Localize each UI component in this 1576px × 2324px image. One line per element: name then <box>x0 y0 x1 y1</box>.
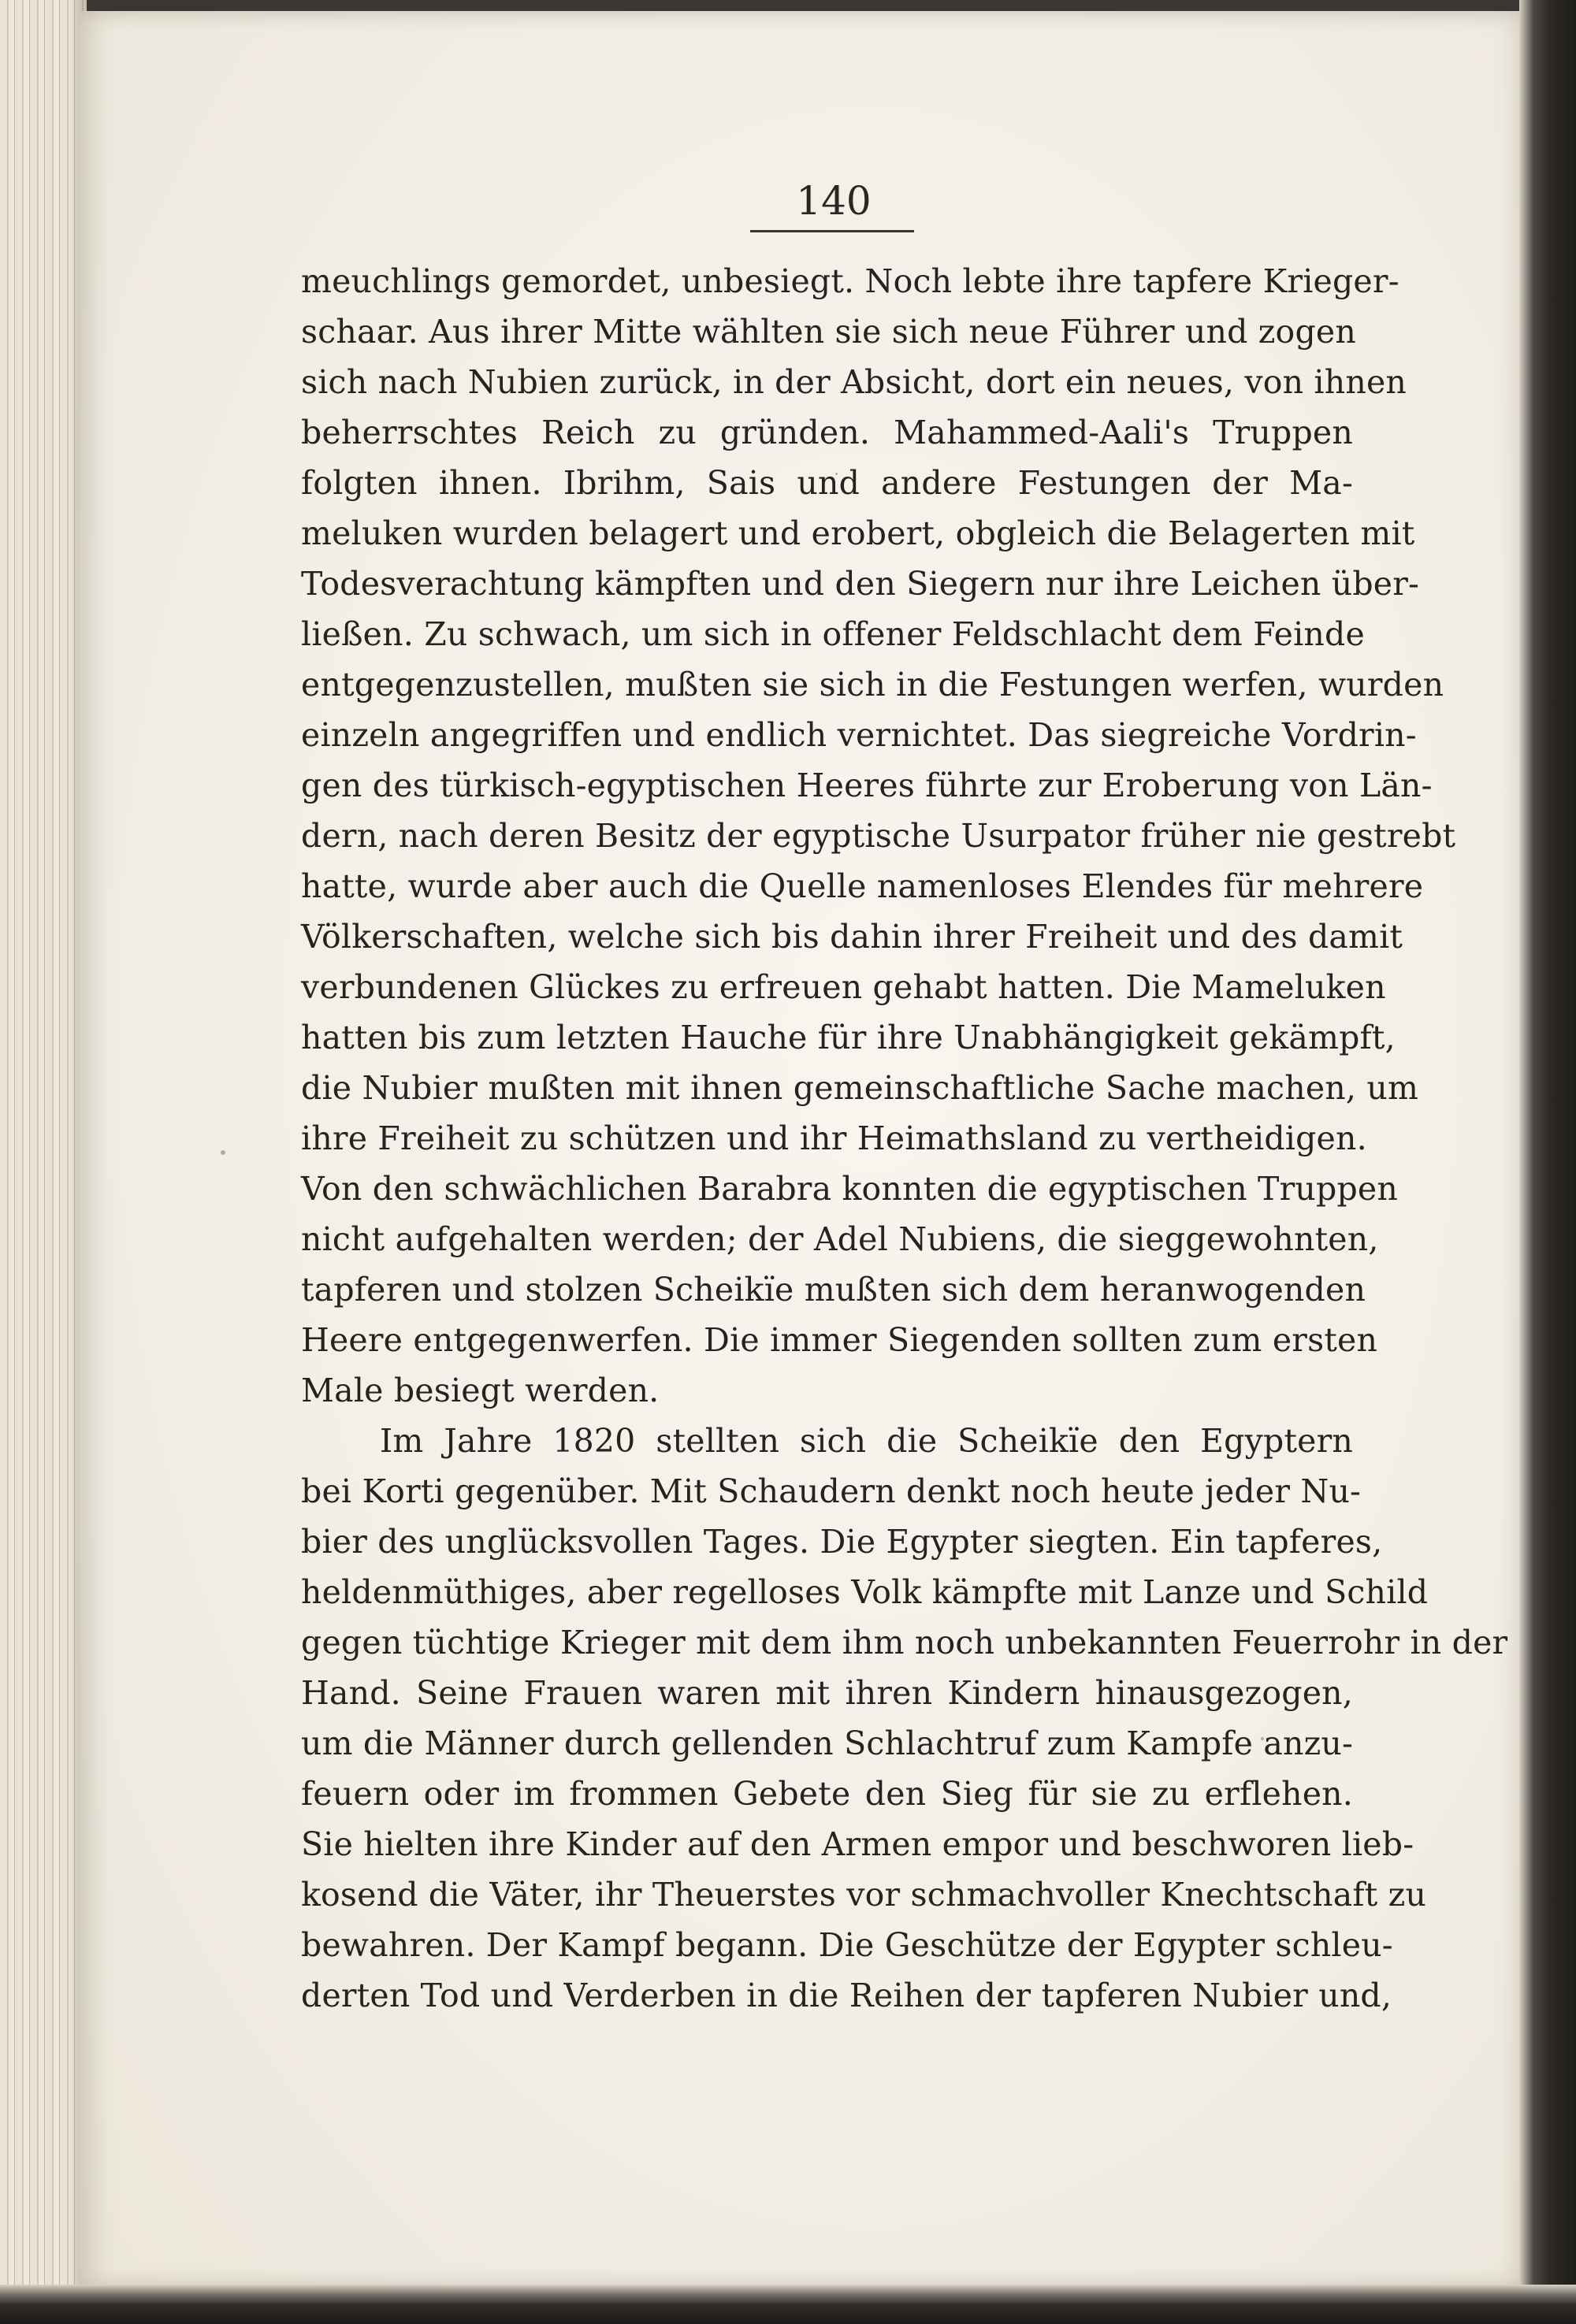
text-line: Sie hielten ihre Kinder auf den Armen empor und beschworen lieb- <box>301 1825 1414 1863</box>
page-number: 140 <box>796 178 872 224</box>
text-line: die Nubier mußten mit ihnen gemeinschaftliche Sache machen, um <box>301 1069 1419 1107</box>
text-line: verbundenen Glückes zu erfreuen gehabt hatten. Die Mameluken <box>301 968 1386 1006</box>
page-number-rule <box>750 230 914 232</box>
text-line: entgegenzustellen, mußten sie sich in die Festungen werfen, wurden <box>301 666 1444 704</box>
body-text <box>301 256 1508 2021</box>
right-gutter <box>1519 0 1576 2324</box>
text-line: Hand. Seine Frauen waren mit ihren Kindern hinausgezogen, <box>301 1674 1353 1712</box>
text-line: sich nach Nubien zurück, in der Absicht, dort ein neues, von ihnen <box>301 363 1407 401</box>
text-line: Völkerschaften, welche sich bis dahin ihrer Freiheit und des damit <box>301 918 1403 956</box>
paper-speck <box>221 1150 225 1155</box>
text-line: ihre Freiheit zu schützen und ihr Heimathsland zu vertheidigen. <box>301 1119 1367 1157</box>
text-line: einzeln angegriffen und endlich vernichtet. Das siegreiche Vordrin- <box>301 716 1417 754</box>
text-line: gegen tüchtige Krieger mit dem ihm noch unbekannten Feuerrohr in der <box>301 1624 1508 1661</box>
text-line: bei Korti gegenüber. Mit Schaudern denkt noch heute jeder Nu- <box>301 1472 1362 1510</box>
paragraph-start-line: Im Jahre 1820 stellten sich die Scheikïe den Egyptern <box>380 1422 1353 1460</box>
bottom-edge <box>0 2285 1576 2324</box>
page-edges <box>0 0 87 2324</box>
text-line: beherrschtes Reich zu gründen. Mahammed-Aali's Truppen <box>301 414 1353 451</box>
text-line: Todesverachtung kämpften und den Siegern nur ihre Leichen über- <box>301 565 1420 603</box>
text-line: bewahren. Der Kampf begann. Die Geschütze der Egypter schleu- <box>301 1926 1393 1964</box>
text-line: Heere entgegenwerfen. Die immer Siegenden sollten zum ersten <box>301 1321 1378 1359</box>
text-line: schaar. Aus ihrer Mitte wählten sie sich neue Führer und zogen <box>301 313 1356 351</box>
text-line: bier des unglücksvollen Tages. Die Egypter siegten. Ein tapferes, <box>301 1523 1383 1561</box>
text-line: nicht aufgehalten werden; der Adel Nubiens, die sieggewohnten, <box>301 1220 1379 1258</box>
text-line: gen des türkisch-egyptischen Heeres führte zur Eroberung von Län- <box>301 767 1433 804</box>
text-line: derten Tod und Verderben in die Reihen der tapferen Nubier und, <box>301 1977 1392 2014</box>
text-line: meluken wurden belagert und erobert, obgleich die Belagerten mit <box>301 514 1415 552</box>
text-line: kosend die Väter, ihr Theuerstes vor schmachvoller Knechtschaft zu <box>301 1876 1427 1914</box>
text-line: ließen. Zu schwach, um sich in offener Feldschlacht dem Feinde <box>301 615 1365 653</box>
text-line: folgten ihnen. Ibrihm, Sais und andere Festungen der Ma- <box>301 464 1353 502</box>
text-line: meuchlings gemordet, unbesiegt. Noch lebte ihre tapfere Krieger- <box>301 262 1399 300</box>
text-line: tapferen und stolzen Scheikïe mußten sich dem heranwogenden <box>301 1271 1366 1309</box>
text-line: dern, nach deren Besitz der egyptische Usurpator früher nie gestrebt <box>301 817 1456 855</box>
text-line: Von den schwächlichen Barabra konnten die egyptischen Truppen <box>301 1170 1398 1208</box>
text-line: feuern oder im frommen Gebete den Sieg für sie zu erflehen. <box>301 1775 1353 1813</box>
paragraph-end-line: Male besiegt werden. <box>301 1372 660 1409</box>
text-line: hatten bis zum letzten Hauche für ihre Unabhängigkeit gekämpft, <box>301 1019 1396 1056</box>
text-line: um die Männer durch gellenden Schlachtruf zum Kampfe anzu- <box>301 1724 1354 1762</box>
text-line: heldenmüthiges, aber regelloses Volk kämpfte mit Lanze und Schild <box>301 1573 1429 1611</box>
text-line: hatte, wurde aber auch die Quelle namenloses Elendes für mehrere <box>301 867 1424 905</box>
